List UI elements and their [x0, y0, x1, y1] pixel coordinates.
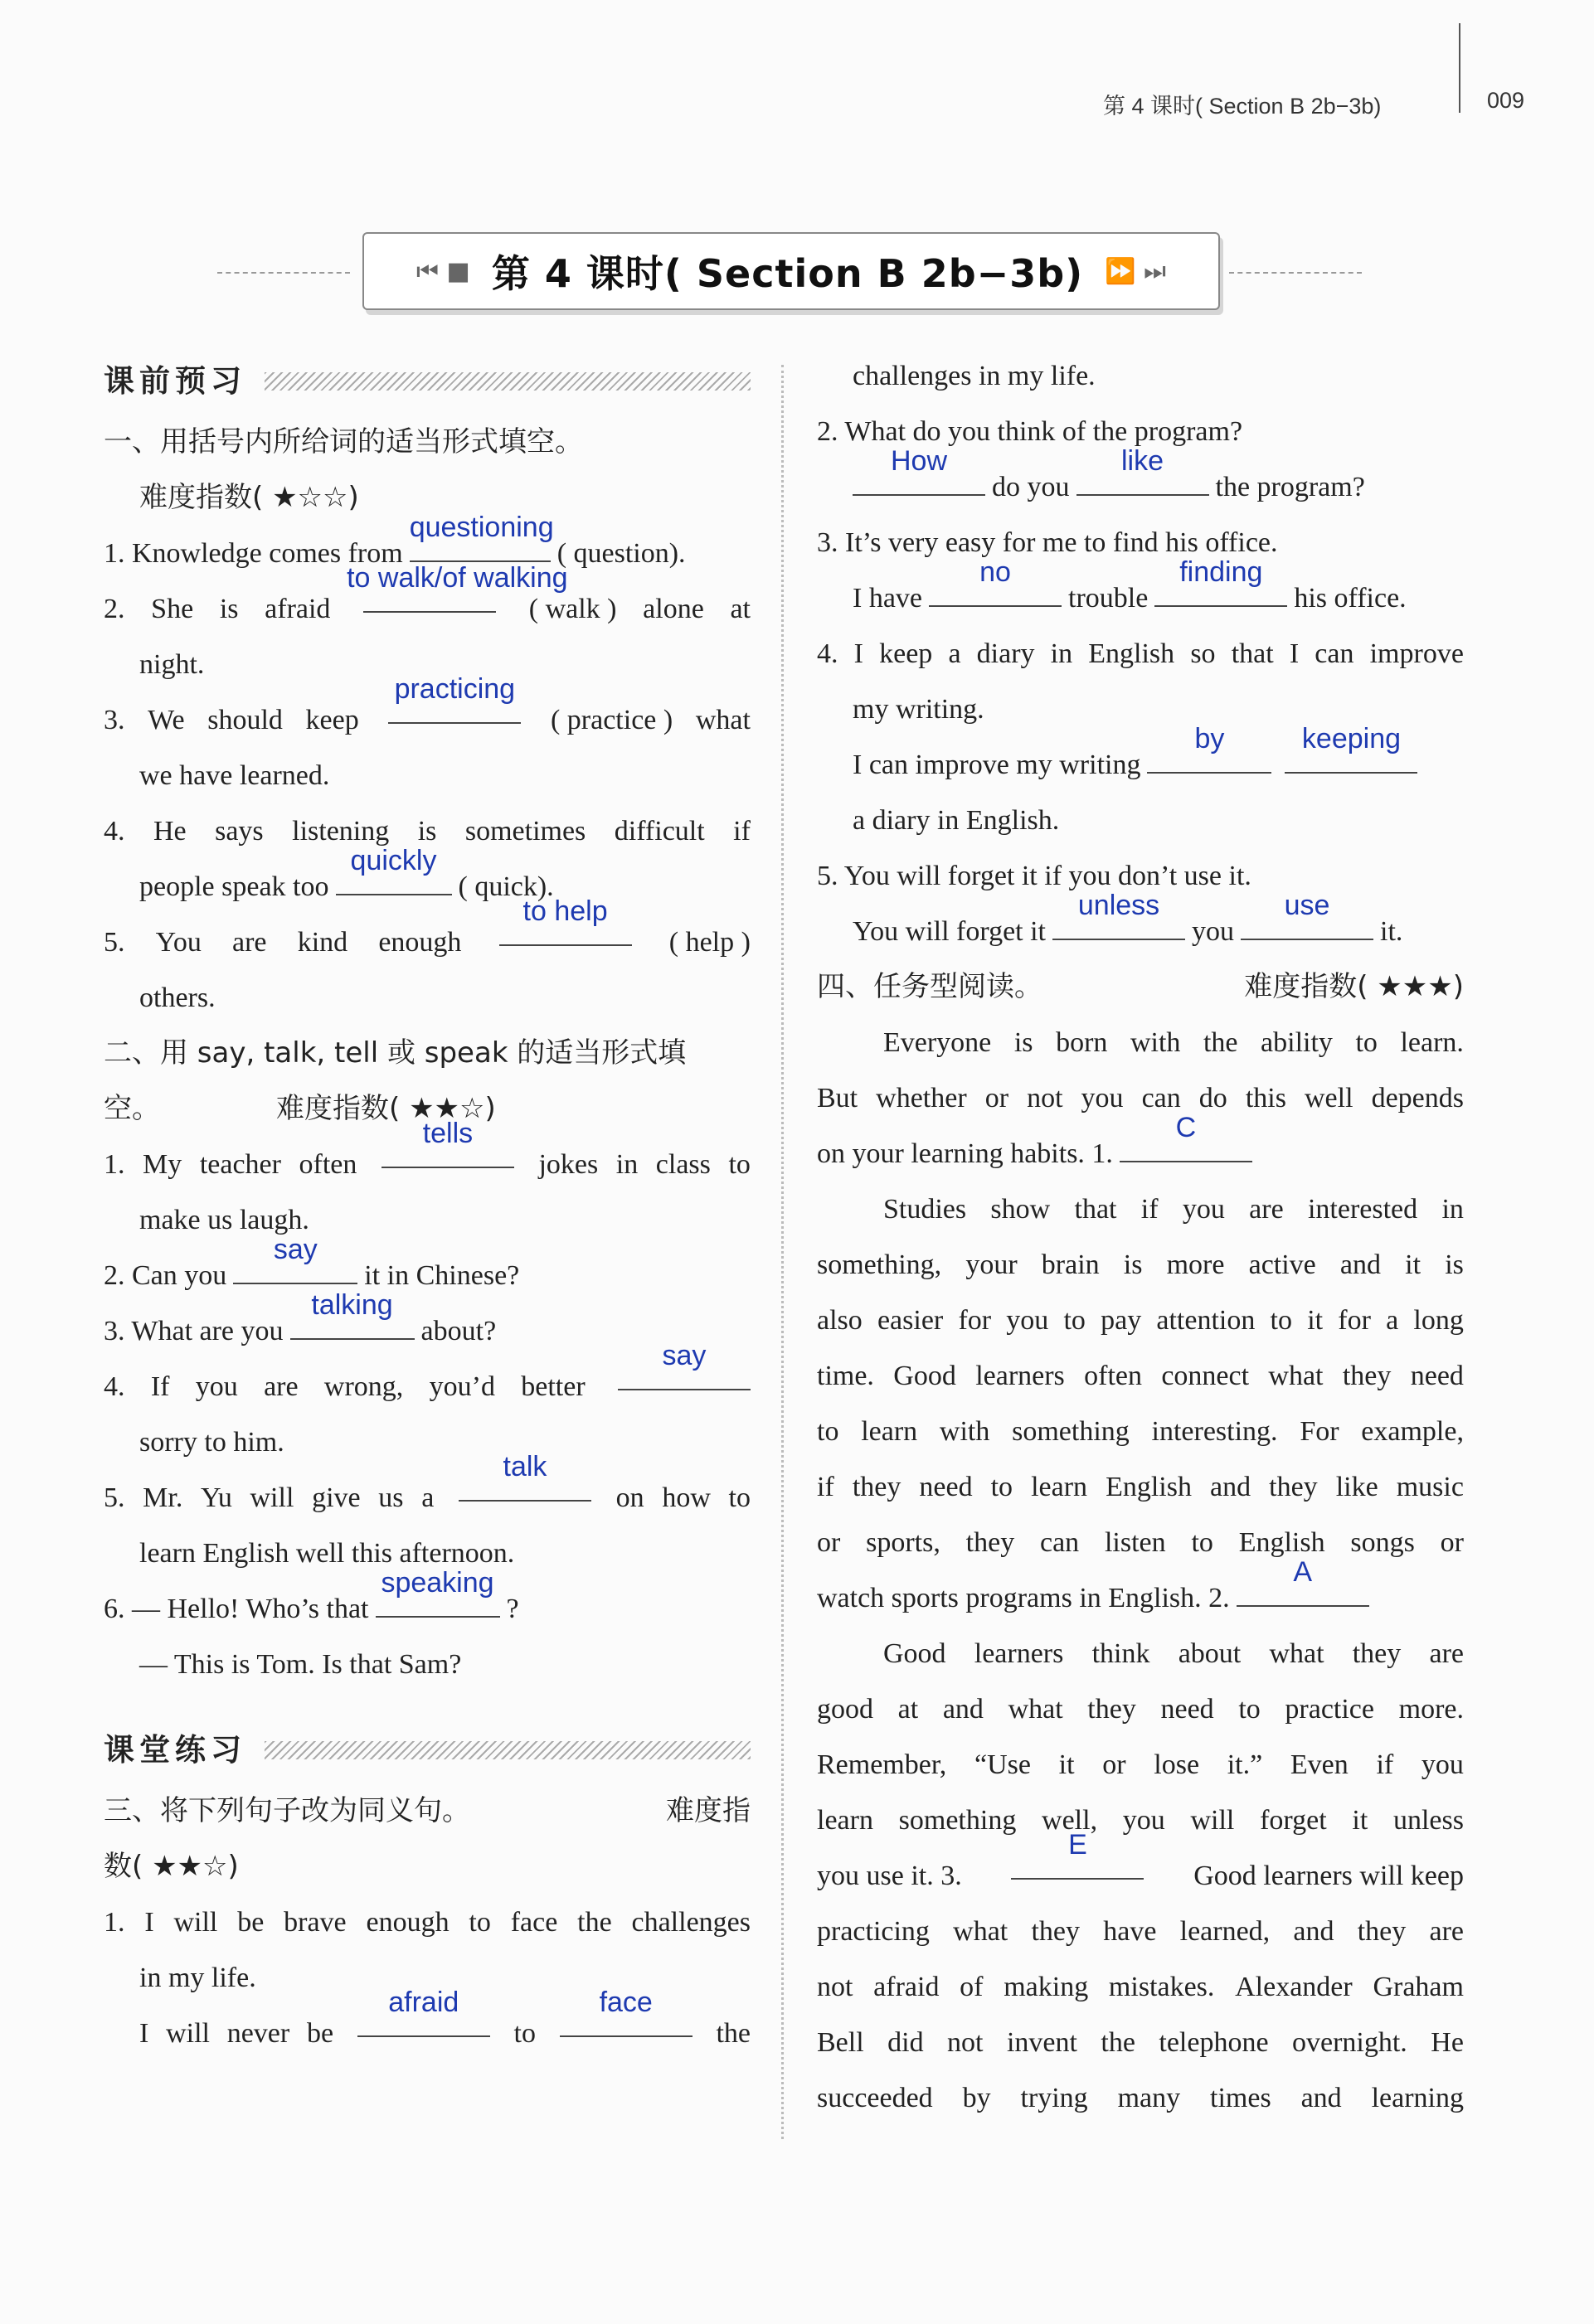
passage-word: like	[1335, 1472, 1378, 1502]
passage-line	[817, 1959, 1464, 2015]
part2-q5-cont: learn English well this afternoon.	[139, 1538, 515, 1569]
answer-blank[interactable]: no	[929, 575, 1062, 607]
passage-word: what	[1269, 1638, 1324, 1669]
passage-word: trying	[1020, 2083, 1088, 2113]
answer-blank[interactable]: face	[560, 2006, 693, 2037]
passage-word: can	[1141, 1083, 1181, 1113]
passage-word: attention	[1156, 1305, 1256, 1336]
passage-word: have	[1103, 1916, 1157, 1947]
banner-box	[362, 232, 1220, 310]
part3-q4: 4. I keep a diary in English so that I can improve	[817, 638, 1464, 669]
passage-word: English	[1106, 1472, 1192, 1502]
passage-word: more	[1166, 1249, 1225, 1280]
answer-blank[interactable]: use	[1241, 909, 1373, 940]
answer-blank[interactable]: speaking	[376, 1586, 500, 1618]
part2-q2: 2. Can you say it in Chinese?	[104, 1234, 520, 1291]
part1-title: 一、用括号内所给词的适当形式填空。	[104, 425, 583, 458]
passage-word: what	[953, 1916, 1008, 1947]
passage-word: well,	[1042, 1805, 1098, 1836]
part2-q4-cont: sorry to him.	[139, 1427, 284, 1458]
exercise-q5-cont: others.	[139, 982, 216, 1013]
passage-word: He	[1431, 2027, 1464, 2058]
right-column	[817, 348, 1464, 2126]
passage-word: overnight.	[1292, 2027, 1407, 2058]
part3-q3-rewrite: I have no trouble finding his office.	[853, 556, 1407, 614]
part3-q1-end: challenges in my life.	[853, 361, 1096, 391]
passage-word: it	[1058, 1749, 1075, 1780]
part2-title: 二、用 say, talk, tell 或 speak 的适当形式填	[104, 1036, 687, 1070]
passage-word: to	[1238, 1694, 1261, 1725]
column-divider	[781, 365, 784, 2139]
answer-blank[interactable]: quickly	[336, 864, 452, 895]
passage-word: Everyone	[883, 1027, 992, 1058]
passage-word: well	[1304, 1083, 1353, 1113]
answer-blank[interactable]: say	[618, 1359, 751, 1390]
answer-blank[interactable]: keeping	[1285, 742, 1417, 774]
passage-word: they	[1269, 1472, 1318, 1502]
part2-q3: 3. What are you talking about?	[104, 1289, 497, 1346]
passage-word: “Use	[974, 1749, 1031, 1780]
passage-word: what	[1008, 1694, 1063, 1725]
passage-word: Remember,	[817, 1749, 947, 1780]
passage-word: will	[1190, 1805, 1235, 1836]
passage-word: at	[897, 1694, 919, 1725]
passage-word: often	[1084, 1361, 1142, 1391]
passage-word: Graham	[1373, 1972, 1464, 2002]
passage-word: learn	[861, 1416, 918, 1447]
passage-word: interested	[1307, 1194, 1418, 1225]
skip-forward-icon: ⏩ ⏭	[1105, 256, 1167, 286]
part2-q5: 5. Mr. Yu will give us a talk on how to	[104, 1451, 751, 1513]
passage-word: interesting.	[1151, 1416, 1278, 1447]
part2-q4: 4. If you are wrong, you’d better say	[104, 1359, 751, 1414]
lesson-banner	[217, 224, 1362, 323]
passage-word: they	[1031, 1916, 1081, 1947]
passage-word: if	[817, 1472, 834, 1502]
passage-word: times	[1210, 2083, 1271, 2113]
passage-word: ability	[1261, 1027, 1333, 1058]
answer-blank[interactable]: A	[1237, 1575, 1369, 1607]
answer-blank[interactable]: talk	[459, 1470, 591, 1502]
passage-word: But	[817, 1083, 858, 1113]
passage-word: listen	[1104, 1527, 1166, 1558]
passage-word: do	[1198, 1083, 1227, 1113]
passage-line	[817, 1293, 1464, 1348]
part2-q6-cont: — This is Tom. Is that Sam?	[139, 1649, 462, 1680]
passage-word: afraid	[873, 1972, 940, 2002]
passage-word: English	[1238, 1527, 1325, 1558]
part2-q1: 1. My teacher often tells jokes in class to	[104, 1118, 751, 1180]
passage-word: Bell	[817, 2027, 864, 2058]
passage-word: born	[1056, 1027, 1108, 1058]
passage-word: good	[817, 1694, 873, 1725]
passage-word: the	[1101, 2027, 1135, 2058]
banner-dash-left	[217, 272, 350, 274]
passage-line: on your learning habits. 1. C	[817, 1126, 1464, 1181]
passage-word: and	[1210, 1472, 1251, 1502]
skip-back-icon: ⏮ ■	[416, 256, 470, 286]
passage-line: watch sports programs in English. 2. A	[817, 1570, 1464, 1626]
passage-word: something,	[817, 1249, 942, 1280]
passage-word: a	[1386, 1305, 1399, 1336]
passage-word: something	[898, 1805, 1017, 1836]
passage-word: Even	[1290, 1749, 1349, 1780]
passage-word: time.	[817, 1361, 874, 1391]
passage-word: not	[1027, 1083, 1063, 1113]
passage-line	[817, 2015, 1464, 2070]
passage-word: learned,	[1179, 1916, 1271, 1947]
passage-word: it.”	[1227, 1749, 1263, 1780]
passage-word: learn	[817, 1805, 873, 1836]
exercise-q2-cont: night.	[139, 649, 205, 680]
part3-q4-rewrite: I can improve my writing by keeping	[817, 737, 1464, 793]
passage-word: to	[1063, 1305, 1086, 1336]
passage-word: learn.	[1400, 1027, 1464, 1058]
passage-word: Good	[883, 1638, 946, 1669]
passage-word: are	[1249, 1194, 1284, 1225]
exercise-q3: 3. We should keep practicing ( practice ) what	[104, 673, 751, 735]
part3-q2: 2. What do you think of the program?	[817, 416, 1243, 447]
passage-word: unless	[1392, 1805, 1464, 1836]
section-heading-class: 课堂练习	[104, 1717, 751, 1783]
part3-difficulty-cont: 数( ★★☆)	[104, 1850, 239, 1883]
passage-word: making	[1004, 1972, 1089, 2002]
part3-title: 三、将下列句子改为同义句。 难度指	[104, 1783, 751, 1839]
passage-word: and	[942, 1694, 984, 1725]
passage-line	[817, 1404, 1464, 1459]
answer-blank[interactable]: to walk/of walking	[363, 581, 496, 613]
passage-word: in	[1441, 1194, 1464, 1225]
passage-word: Good	[893, 1361, 956, 1391]
passage-word: it	[1352, 1805, 1368, 1836]
passage-word: to	[1270, 1305, 1292, 1336]
passage-word: or	[1440, 1527, 1464, 1558]
part4-difficulty: 难度指数( ★★★)	[1244, 970, 1464, 1003]
answer-blank[interactable]: tells	[381, 1137, 514, 1168]
passage-word: or	[1102, 1749, 1126, 1780]
left-column	[104, 348, 751, 2061]
passage-word: for	[958, 1305, 992, 1336]
answer-blank[interactable]: to help	[499, 915, 632, 946]
part3-q1: 1. I will be brave enough to face the challenges	[104, 1907, 751, 1938]
part3-q1-cont: in my life.	[139, 1963, 256, 1993]
passage-word: they	[965, 1527, 1015, 1558]
part3-q4-rewrite-cont: a diary in English.	[853, 805, 1060, 836]
part3-q3: 3. It’s very easy for me to find his office.	[817, 527, 1278, 558]
passage-line	[817, 1181, 1464, 1237]
answer-blank[interactable]: say	[233, 1253, 357, 1284]
passage-word: you	[1006, 1305, 1049, 1336]
passage-word: need	[1410, 1361, 1464, 1391]
answer-blank[interactable]: like	[1076, 464, 1209, 496]
passage-word: learn	[1031, 1472, 1088, 1502]
passage-word: if	[1140, 1194, 1159, 1225]
passage-line	[817, 1626, 1464, 1681]
passage-line	[817, 2070, 1464, 2126]
exercise-q4: 4. He says listening is sometimes difficult if	[104, 816, 751, 847]
passage-word: to	[1355, 1027, 1378, 1058]
passage-word: brain	[1041, 1249, 1100, 1280]
passage-word: are	[1429, 1916, 1464, 1947]
passage-word: not	[947, 2027, 984, 2058]
answer-blank[interactable]: How	[853, 464, 985, 496]
passage-word: to	[990, 1472, 1013, 1502]
passage-word: with	[1130, 1027, 1181, 1058]
passage-word: also	[817, 1305, 863, 1336]
passage-line	[817, 1237, 1464, 1293]
passage-word: practicing	[817, 1916, 930, 1947]
passage-word: not	[817, 1972, 853, 2002]
passage-word: succeeded	[817, 2083, 933, 2113]
passage-word: they	[1357, 1916, 1407, 1947]
heading-hatch	[265, 372, 751, 391]
passage-word: it	[1405, 1249, 1421, 1280]
passage-line	[817, 1681, 1464, 1737]
passage-word: show	[990, 1194, 1051, 1225]
passage-word: you	[1421, 1749, 1464, 1780]
passage-word: telephone	[1159, 2027, 1269, 2058]
header-rule	[1459, 23, 1460, 113]
banner-dash-right	[1229, 272, 1362, 274]
passage-word: think	[1091, 1638, 1150, 1669]
passage-word: it	[1307, 1305, 1324, 1336]
passage-word: pay	[1101, 1305, 1142, 1336]
passage-word: that	[1074, 1194, 1117, 1225]
passage-word: did	[887, 2027, 924, 2058]
passage-word: learners	[975, 1361, 1065, 1391]
passage-word: the	[1203, 1027, 1238, 1058]
passage-word: whether	[876, 1083, 967, 1113]
passage-word: depends	[1371, 1083, 1464, 1113]
answer-blank[interactable]: unless	[1052, 909, 1185, 940]
passage-word: need	[1160, 1694, 1214, 1725]
answer-blank[interactable]: E	[1011, 1848, 1144, 1880]
answer-blank[interactable]: practicing	[388, 692, 521, 724]
passage-word: learning	[1371, 2083, 1464, 2113]
part2-difficulty: 难度指数( ★★☆)	[276, 1092, 496, 1125]
answer-blank[interactable]: afraid	[357, 2006, 490, 2037]
passage-word: they	[1342, 1361, 1392, 1391]
part4-title: 四、任务型阅读。 难度指数( ★★★)	[817, 959, 1464, 1015]
answer-blank[interactable]: talking	[290, 1308, 415, 1340]
part3-difficulty: 难度指	[666, 1794, 751, 1827]
passage-word: are	[1429, 1638, 1464, 1669]
heading-hatch	[265, 1741, 751, 1759]
exercise-q5: 5. You are kind enough to help ( help )	[104, 895, 751, 958]
passage-word: is	[1013, 1027, 1033, 1058]
passage-line	[817, 1348, 1464, 1404]
passage-word: long	[1413, 1305, 1464, 1336]
answer-blank[interactable]: questioning	[410, 531, 551, 562]
part3-q5: 5. You will forget it if you don’t use it.	[817, 861, 1251, 891]
part3-q5-rewrite: You will forget it unless you use it.	[853, 890, 1403, 947]
passage-word: of	[960, 1972, 984, 2002]
passage-word: and	[1300, 2083, 1342, 2113]
passage-word: practice	[1285, 1694, 1374, 1725]
part3-q2-rewrite: How do you like the program?	[817, 459, 1464, 515]
passage-word: example,	[1361, 1416, 1464, 1447]
passage-word: for	[1338, 1305, 1371, 1336]
passage-word: music	[1396, 1472, 1464, 1502]
passage-word: Studies	[883, 1194, 967, 1225]
passage-word: what	[1268, 1361, 1324, 1391]
passage-word: invent	[1006, 2027, 1077, 2058]
exercise-q3-cont: we have learned.	[139, 760, 330, 791]
passage-word: you	[1081, 1083, 1124, 1113]
running-head: 第 4 课时( Section B 2b−3b)	[1103, 94, 1382, 119]
passage-word: forget	[1260, 1805, 1327, 1836]
passage-word: they	[1352, 1638, 1402, 1669]
passage-word: need	[919, 1472, 973, 1502]
passage-word: easier	[877, 1305, 944, 1336]
exercise-q4-cont: people speak too quickly ( quick).	[139, 845, 554, 902]
passage-word: mistakes.	[1108, 1972, 1215, 2002]
passage-word: by	[962, 2083, 991, 2113]
passage-line: you use it. 3. E Good learners will keep	[817, 1829, 1464, 1891]
part2-q6: 6. — Hello! Who’s that speaking ?	[104, 1567, 519, 1624]
passage-word: and	[1293, 1916, 1334, 1947]
passage-word: is	[1445, 1249, 1464, 1280]
passage-word: connect	[1161, 1361, 1250, 1391]
part2-title-cont: 空。 难度指数( ★★☆)	[104, 1092, 496, 1125]
passage-word: songs	[1350, 1527, 1415, 1558]
passage-word: about	[1178, 1638, 1242, 1669]
part3-q1-rewrite: I will never be afraid to face the	[139, 1987, 751, 2049]
part1-difficulty: 难度指数( ★☆☆)	[139, 481, 359, 514]
passage-word: is	[1123, 1249, 1143, 1280]
exercise-q2: 2. She is afraid to walk/of walking ( walk ) alone at	[104, 562, 751, 624]
passage-word: For	[1300, 1416, 1339, 1447]
passage-word: they	[1087, 1694, 1136, 1725]
passage-word: many	[1117, 2083, 1181, 2113]
lesson-title: 第 4 课时( Section B 2b−3b)	[491, 251, 1084, 296]
passage-word: you	[1182, 1194, 1225, 1225]
passage-word: lose	[1154, 1749, 1200, 1780]
passage-line	[817, 1015, 1464, 1070]
passage-word: and	[1339, 1249, 1382, 1280]
answer-blank[interactable]: C	[1120, 1131, 1252, 1162]
passage-word: can	[1040, 1527, 1080, 1558]
passage-word: Alexander	[1235, 1972, 1353, 2002]
passage-word: sports,	[866, 1527, 940, 1558]
passage-word: or	[817, 1527, 841, 1558]
passage-word: to	[817, 1416, 839, 1447]
passage-word: if	[1376, 1749, 1394, 1780]
section-heading-preview: 课前预习	[104, 348, 751, 415]
passage-word: or	[984, 1083, 1009, 1113]
passage-word: something	[1012, 1416, 1130, 1447]
passage-word: this	[1245, 1083, 1286, 1113]
passage-word: active	[1248, 1249, 1316, 1280]
passage-line	[817, 1459, 1464, 1515]
passage-word: to	[1191, 1527, 1213, 1558]
passage-word: you	[1122, 1805, 1165, 1836]
passage-word: with	[939, 1416, 990, 1447]
passage-word: your	[965, 1249, 1018, 1280]
answer-blank[interactable]: by	[1147, 742, 1271, 774]
exercise-q1: 1. Knowledge comes from questioning ( question).	[104, 512, 686, 569]
passage-word: learners	[974, 1638, 1064, 1669]
page-number: 009	[1487, 88, 1525, 113]
passage-line	[817, 1904, 1464, 1959]
part2-q1-cont: make us laugh.	[139, 1205, 309, 1235]
part3-q4-cont: my writing.	[853, 694, 984, 725]
passage-word: more.	[1398, 1694, 1464, 1725]
answer-blank[interactable]: finding	[1154, 575, 1287, 607]
passage-word: they	[852, 1472, 901, 1502]
passage-line	[817, 1737, 1464, 1793]
